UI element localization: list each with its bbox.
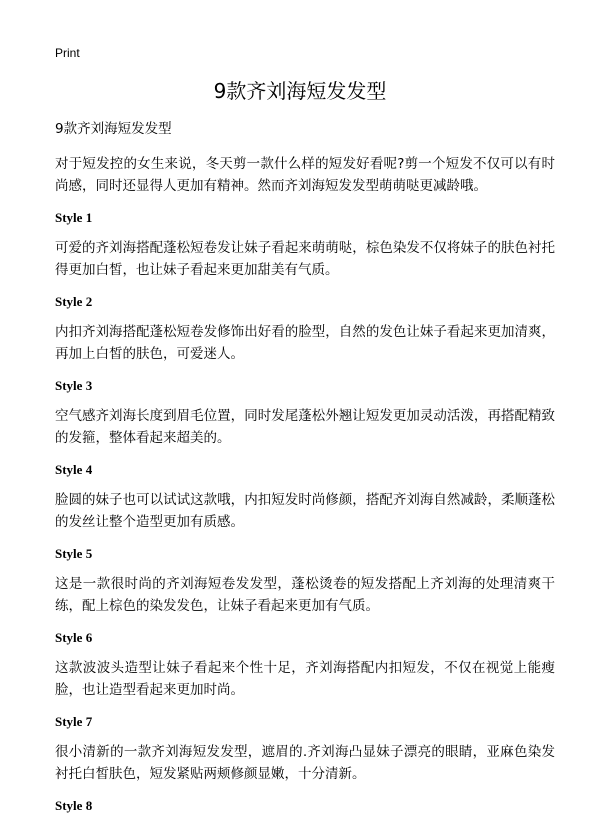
style-heading: Style 6: [55, 630, 93, 645]
style-heading: Style 3: [55, 378, 93, 393]
style-paragraph: 内扣齐刘海搭配蓬松短卷发修饰出好看的脸型，自然的发色让妹子看起来更加清爽，再加上白皙的肤色，可爱迷人。: [55, 324, 555, 362]
style-section-5: [55, 545, 555, 617]
style-paragraph: 这是一款很时尚的齐刘海短卷发发型，蓬松烫卷的短发搭配上齐刘海的处理清爽干练，配上棕色的染发发色，让妹子看起来更加有气质。: [55, 576, 555, 614]
style-paragraph: 脸圆的妹子也可以试试这款哦，内扣短发时尚修颜，搭配齐刘海自然减龄，柔顺蓬松的发丝让整个造型更加有质感。: [55, 492, 555, 530]
style-heading: Style 2: [55, 294, 93, 309]
style-paragraph: 很小清新的一款齐刘海短发发型，遮眉的.齐刘海凸显妹子漂亮的眼睛，亚麻色染发衬托白皙肤色，短发紧贴两颊修颜显嫩，十分清新。: [55, 744, 555, 782]
style-heading: Style 7: [55, 714, 93, 729]
print-link[interactable]: Print: [55, 46, 80, 60]
style-paragraph: 空气感齐刘海长度到眉毛位置，同时发尾蓬松外翘让短发更加灵动活泼，再搭配精致的发箍，整体看起来超美的。: [55, 408, 555, 446]
intro-paragraph: 对于短发控的女生来说，冬天剪一款什么样的短发好看呢?剪一个短发不仅可以有时尚感，同时还显得人更加有精神。然而齐刘海短发发型萌萌哒更减龄哦。: [55, 156, 555, 194]
style-paragraph: 可爱的齐刘海搭配蓬松短卷发让妹子看起来萌萌哒，棕色染发不仅将妹子的肤色衬托得更加白皙，也让妹子看起来更加甜美有气质。: [55, 240, 555, 278]
style-section-7: [55, 713, 555, 785]
style-section-3: [55, 377, 555, 449]
style-heading: Style 4: [55, 462, 93, 477]
style-section-1: [55, 209, 555, 281]
style-section-6: [55, 629, 555, 701]
style-section-8: [55, 797, 555, 815]
style-heading: Style 1: [55, 210, 93, 225]
style-paragraph: 这款波波头造型让妹子看起来个性十足，齐刘海搭配内扣短发，不仅在视觉上能瘦脸，也让造型看起来更加时尚。: [55, 660, 555, 698]
style-section-4: [55, 461, 555, 533]
style-heading: Style 8: [55, 798, 93, 813]
style-section-2: [55, 293, 555, 365]
article-title: 9款齐刘海短发发型: [213, 79, 387, 103]
style-heading: Style 5: [55, 546, 93, 561]
article-subtitle: 9款齐刘海短发发型: [55, 121, 172, 137]
article-body: [55, 120, 555, 825]
